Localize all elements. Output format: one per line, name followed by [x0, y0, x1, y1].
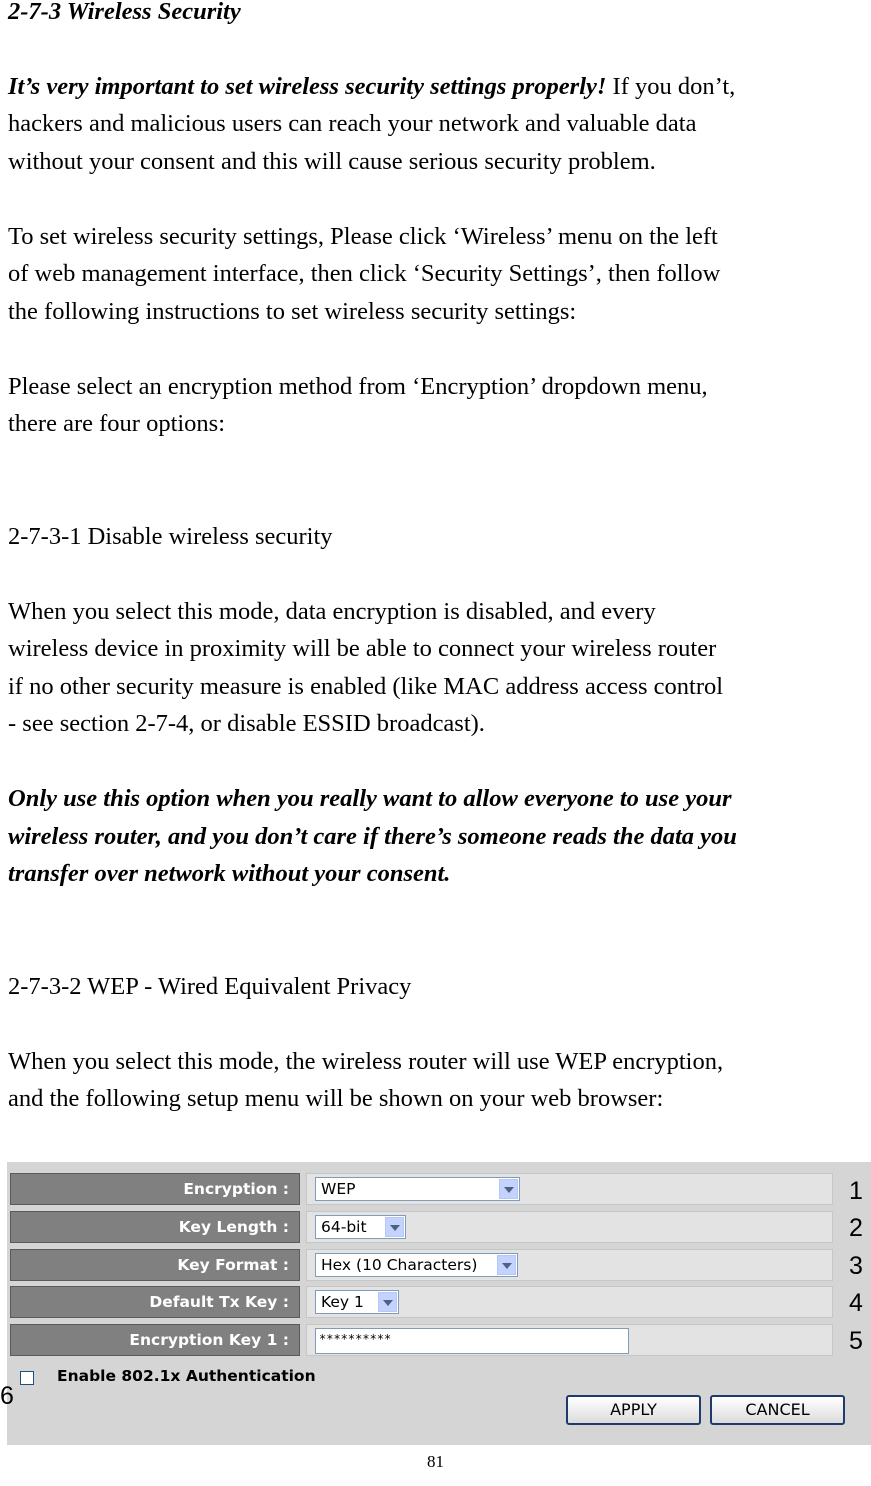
apply-button[interactable]: APPLY — [566, 1395, 701, 1425]
callout-3: 3 — [849, 1252, 863, 1280]
default-tx-key-value-cell — [306, 1286, 833, 1318]
section2-body-2: and the following setup menu will be shown on your web browser: — [8, 1085, 664, 1112]
chevron-down-icon[interactable] — [499, 1179, 518, 1199]
para2-line-2: of web management interface, then click ‘Security Settings’, then follow — [8, 260, 721, 287]
key-format-value-cell — [306, 1249, 833, 1281]
key-format-select[interactable] — [315, 1253, 518, 1277]
callout-6: 6 — [0, 1382, 14, 1410]
encryption-row — [10, 1173, 833, 1205]
para3-line-2: there are four options: — [8, 410, 226, 437]
key-length-label: Key Length : — [10, 1211, 300, 1243]
callout-4: 4 — [849, 1289, 863, 1317]
section2-title: 2-7-3-2 WEP - Wired Equivalent Privacy — [8, 973, 412, 1000]
section1-body-3: if no other security measure is enabled (like MAC address access control — [8, 673, 724, 700]
key-length-row — [10, 1211, 833, 1243]
intro-line-3: without your consent and this will cause serious security problem. — [8, 148, 656, 175]
intro-rest: If you don’t, — [606, 73, 736, 100]
warning-line-3: transfer over network without your consent. — [8, 860, 451, 887]
encryption-key-label: Encryption Key 1 : — [10, 1324, 300, 1356]
chevron-down-icon[interactable] — [497, 1255, 516, 1275]
para3-line-1: Please select an encryption method from ‘Encryption’ dropdown menu, — [8, 373, 708, 400]
enable-8021x-label: Enable 802.1x Authentication — [57, 1367, 316, 1385]
section-heading: 2-7-3 Wireless Security — [8, 0, 241, 25]
default-tx-key-row — [10, 1286, 833, 1318]
cancel-button[interactable]: CANCEL — [710, 1395, 845, 1425]
section1-body-4: - see section 2-7-4, or disable ESSID broadcast). — [8, 710, 485, 737]
callout-5: 5 — [849, 1327, 863, 1355]
encryption-value-cell — [306, 1173, 833, 1205]
para2-line-3: the following instructions to set wireless security settings: — [8, 298, 577, 325]
key-length-select[interactable] — [315, 1215, 406, 1239]
encryption-selected: WEP — [321, 1180, 356, 1198]
chevron-down-icon[interactable] — [378, 1292, 397, 1312]
warning-line-2: wireless router, and you don’t care if there’s someone reads the data you — [8, 823, 737, 850]
encryption-key-value-cell — [306, 1324, 833, 1356]
section1-title: 2-7-3-1 Disable wireless security — [8, 523, 333, 550]
key-length-selected: 64-bit — [321, 1218, 367, 1236]
encryption-label: Encryption : — [10, 1173, 300, 1205]
intro-line-2: hackers and malicious users can reach your network and valuable data — [8, 110, 697, 137]
key-format-label: Key Format : — [10, 1249, 300, 1281]
default-tx-key-select[interactable] — [315, 1290, 399, 1314]
warning-line-1: Only use this option when you really want to allow everyone to use your — [8, 785, 732, 812]
page-number: 81 — [427, 1452, 444, 1471]
default-tx-key-label: Default Tx Key : — [10, 1286, 300, 1318]
chevron-down-icon[interactable] — [385, 1217, 404, 1237]
callout-2: 2 — [849, 1214, 863, 1242]
callout-1: 1 — [849, 1177, 863, 1205]
encryption-select[interactable] — [315, 1177, 520, 1201]
default-tx-key-selected: Key 1 — [321, 1293, 364, 1311]
intro-bold-lead: It’s very important to set wireless security settings properly! — [8, 73, 607, 100]
enable-8021x-checkbox[interactable] — [20, 1371, 34, 1385]
key-format-selected: Hex (10 Characters) — [321, 1256, 478, 1274]
encryption-key-input[interactable]: ********** — [315, 1328, 629, 1354]
encryption-key-row — [10, 1324, 833, 1356]
para2-line-1: To set wireless security settings, Please click ‘Wireless’ menu on the left — [8, 223, 718, 250]
section1-body-2: wireless device in proximity will be able to connect your wireless router — [8, 635, 717, 662]
key-length-value-cell — [306, 1211, 833, 1243]
section1-body-1: When you select this mode, data encryption is disabled, and every — [8, 598, 656, 625]
section2-body-1: When you select this mode, the wireless router will use WEP encryption, — [8, 1048, 724, 1075]
key-format-row — [10, 1249, 833, 1281]
intro-line-1 — [8, 68, 735, 106]
